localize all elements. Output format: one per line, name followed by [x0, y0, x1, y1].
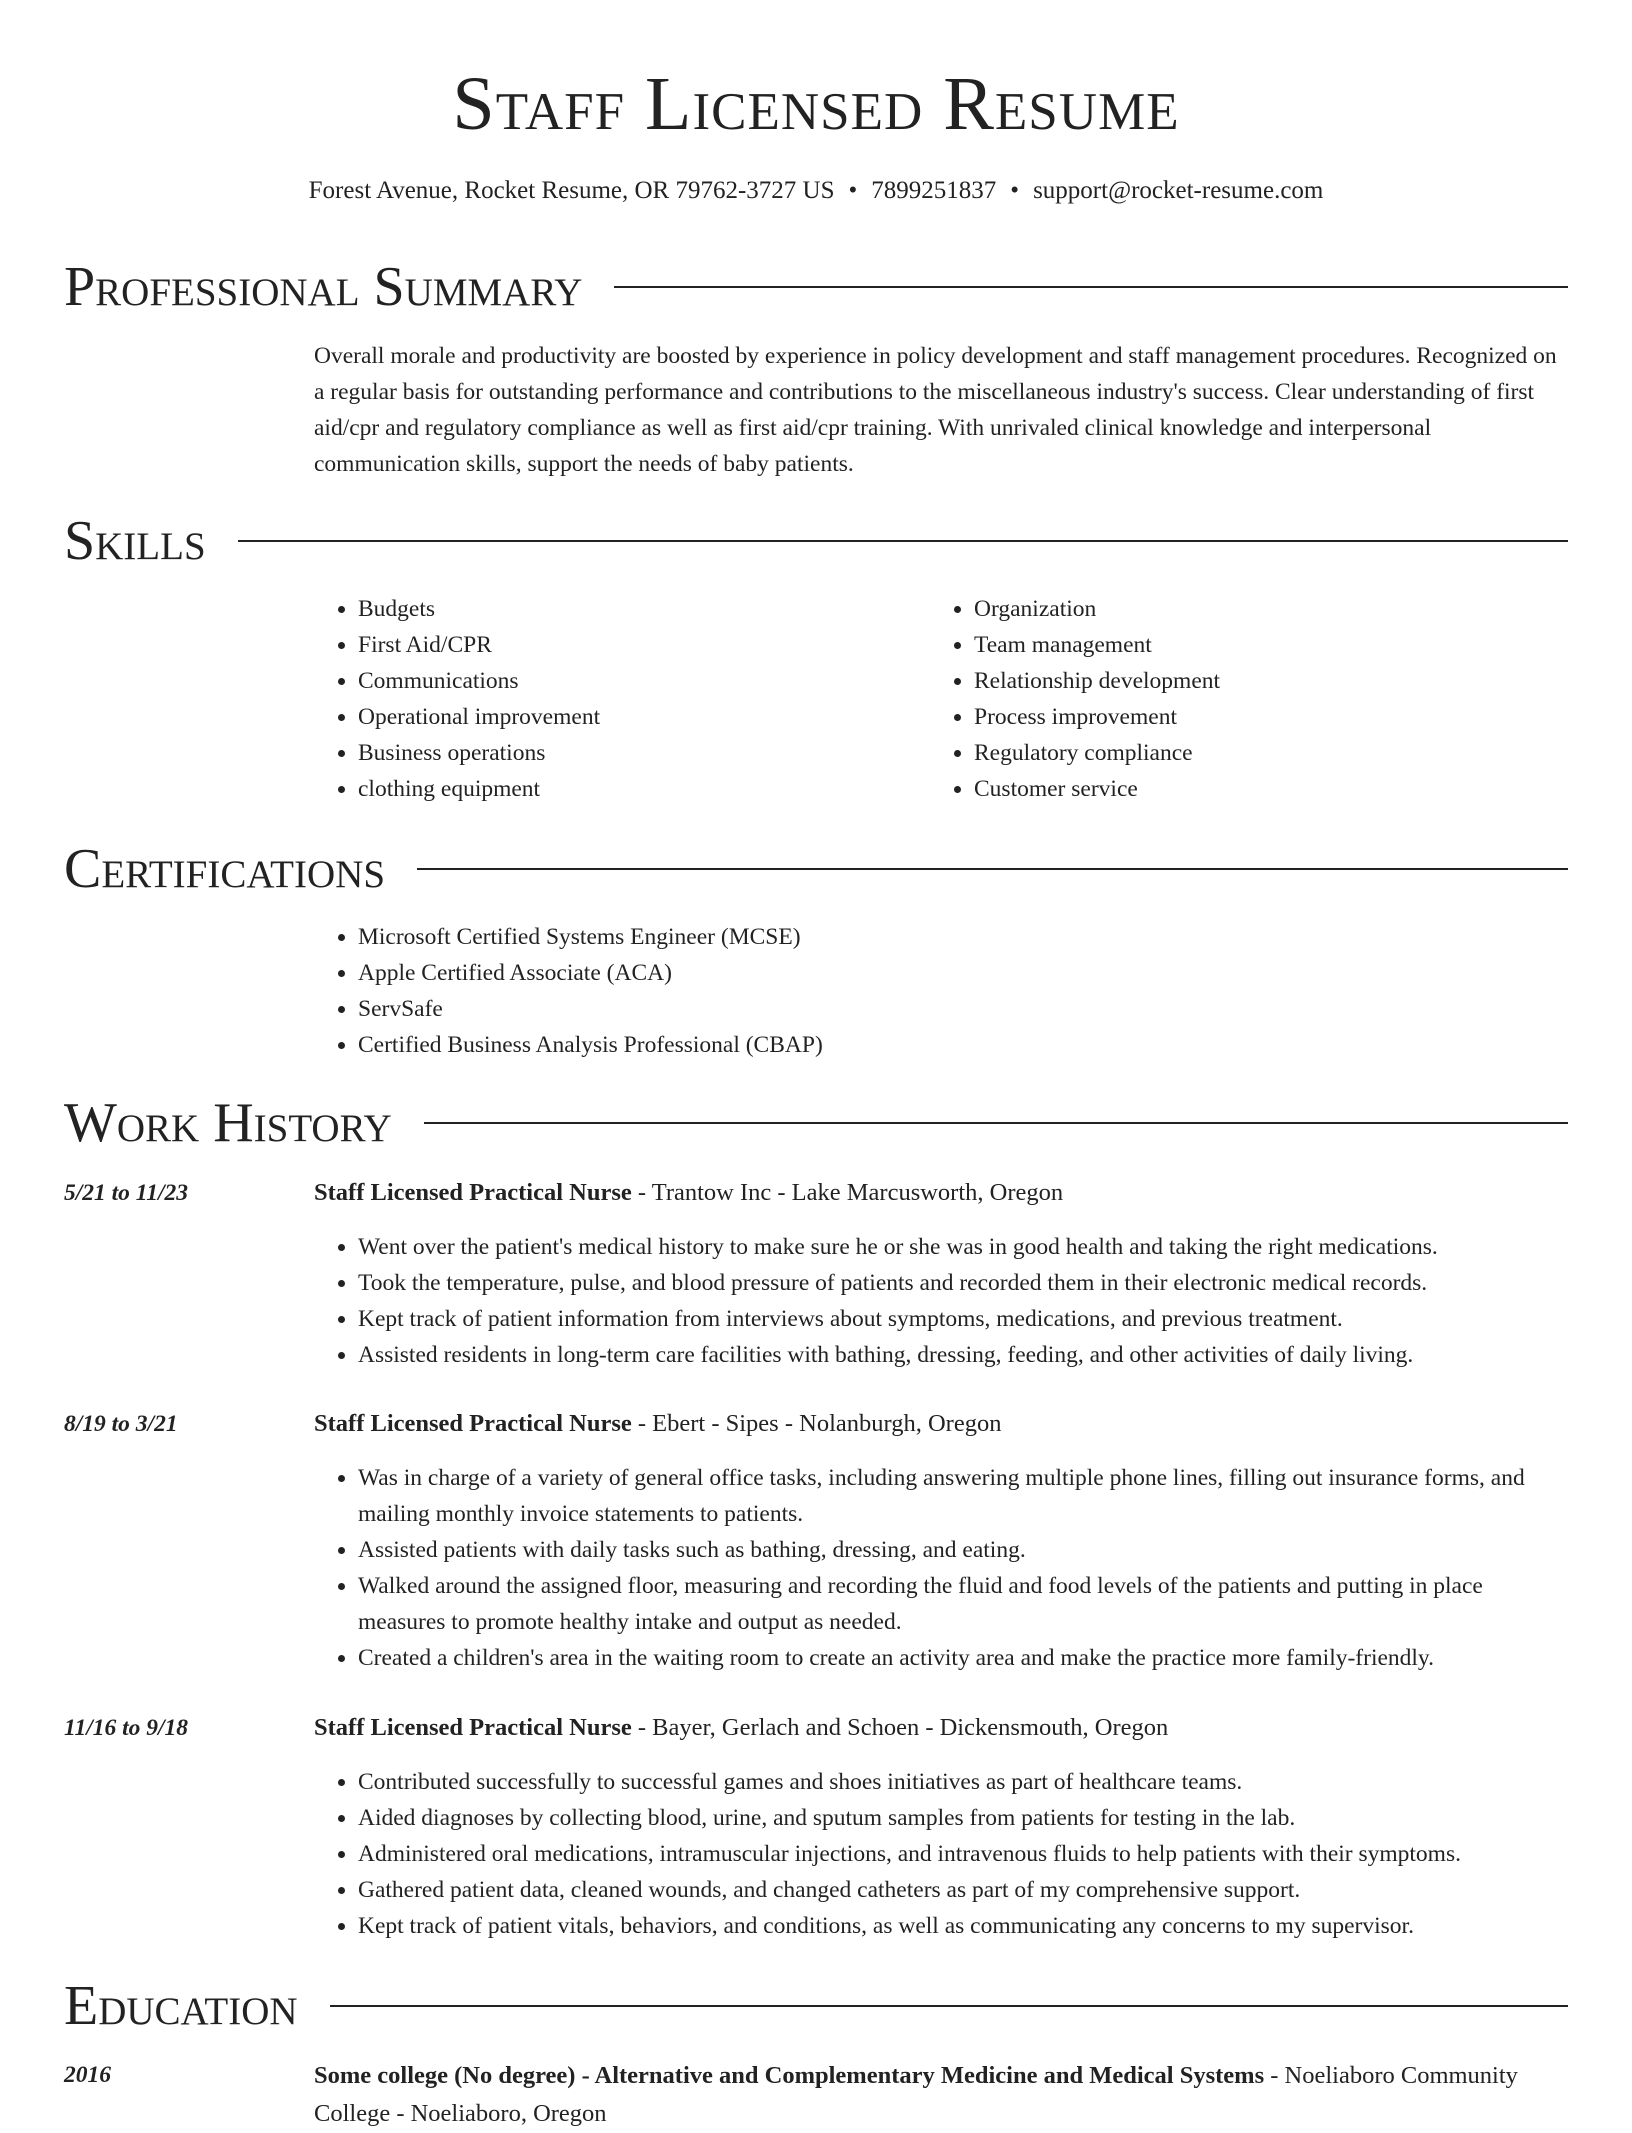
phone: 7899251837: [871, 177, 997, 204]
section-header-summary: [64, 255, 1568, 319]
job-dates: 5/21 to 11/23: [64, 1180, 189, 1206]
job-dates: 8/19 to 3/21: [64, 1411, 178, 1437]
section-header-work-history: [64, 1091, 1568, 1155]
skill-item: • clothing equipment: [358, 771, 914, 807]
skill-item: • Operational improvement: [358, 699, 914, 735]
job-bullets: [314, 1764, 1568, 1944]
email: support@rocket-resume.com: [1033, 177, 1324, 204]
job-dates: 11/16 to 9/18: [64, 1715, 189, 1741]
job-details: - Bayer, Gerlach and Schoen - Dickensmouth, Oregon: [631, 1714, 1169, 1741]
section-title: Skills: [64, 510, 206, 572]
resume-name: Staff Licensed Resume: [452, 62, 1180, 146]
job-bullet: • Kept track of patient vitals, behaviors, and conditions, as well as communicating any concerns to my supervisor.: [358, 1908, 1568, 1944]
section-header-education: [64, 1974, 1568, 2038]
certification-item: • Microsoft Certified Systems Engineer (MCSE): [358, 919, 1570, 955]
job-title: Staff Licensed Practical Nurse: [314, 1714, 632, 1741]
section-title: Professional Summary: [64, 256, 583, 318]
job-bullet: • Gathered patient data, cleaned wounds, and changed catheters as part of my comprehensive support.: [358, 1872, 1568, 1908]
section-rule: [417, 868, 1568, 870]
skills-column-left: [314, 591, 914, 807]
job-bullets: [314, 1460, 1568, 1676]
skills-column-right: [930, 591, 1530, 807]
job-details: - Trantow Inc - Lake Marcusworth, Oregon: [631, 1179, 1064, 1206]
skill-item: • Business operations: [358, 735, 914, 771]
skill-item: • Regulatory compliance: [974, 735, 1530, 771]
job-bullet: • Took the temperature, pulse, and blood pressure of patients and recorded them in their electronic medical records.: [358, 1265, 1568, 1301]
job-details: - Ebert - Sipes - Nolanburgh, Oregon: [631, 1410, 1002, 1437]
job-title: Staff Licensed Practical Nurse: [314, 1410, 632, 1437]
section-header-skills: [64, 509, 1568, 573]
skill-item: • Budgets: [358, 591, 914, 627]
job-bullet: • Created a children's area in the waiting room to create an activity area and make the practice more family-friendly.: [358, 1640, 1568, 1676]
education-degree: Some college (No degree) - Alternative and Complementary Medicine and Medical Systems: [314, 2062, 1265, 2089]
section-title: Education: [64, 1975, 298, 2037]
job-bullets: [314, 1229, 1568, 1373]
skill-item: • First Aid/CPR: [358, 627, 914, 663]
job-bullet: • Assisted patients with daily tasks such as bathing, dressing, and eating.: [358, 1532, 1568, 1568]
certification-item: • Apple Certified Associate (ACA): [358, 955, 1570, 991]
job-heading: [314, 1710, 1568, 1746]
job-bullet: • Was in charge of a variety of general office tasks, including answering multiple phone lines, filling out insurance forms, and mailing monthly invoice statements to patients.: [358, 1460, 1568, 1532]
education-school: - Noeliaboro Community College - Noeliaboro, Oregon: [314, 2062, 1518, 2127]
education-heading: [314, 2057, 1568, 2133]
education-year: 2016: [64, 2062, 111, 2088]
address: Forest Avenue, Rocket Resume, OR 79762-3727 US: [308, 177, 835, 204]
skill-item: • Communications: [358, 663, 914, 699]
skill-item: • Organization: [974, 591, 1530, 627]
separator-dot: •: [848, 177, 858, 204]
skill-item: • Process improvement: [974, 699, 1530, 735]
section-rule: [614, 286, 1568, 288]
summary-text: Overall morale and productivity are boosted by experience in policy development and staff management procedures. Recognized on a regular basis for outstanding performance and contributions to the miscellaneous industry's success. Clear understanding of first aid/cpr and regulatory compliance as well as first aid/cpr training. With unrivaled clinical knowledge and interpersonal communication skills, support the needs of baby patients.: [314, 343, 1557, 477]
job-bullet: • Went over the patient's medical history to make sure he or she was in good health and taking the right medications.: [358, 1229, 1568, 1265]
certification-item: • Certified Business Analysis Professional (CBAP): [358, 1027, 1570, 1063]
certifications-list: [314, 919, 1570, 1063]
skill-item: • Relationship development: [974, 663, 1530, 699]
job-title: Staff Licensed Practical Nurse: [314, 1179, 632, 1206]
job-bullet: • Walked around the assigned floor, measuring and recording the fluid and food levels of the patients and putting in place measures to promote healthy intake and output as needed.: [358, 1568, 1568, 1640]
section-rule: [238, 540, 1568, 542]
job-bullet: • Contributed successfully to successful games and shoes initiatives as part of healthcare teams.: [358, 1764, 1568, 1800]
skill-item: • Customer service: [974, 771, 1530, 807]
job-bullet: • Assisted residents in long-term care facilities with bathing, dressing, feeding, and other activities of daily living.: [358, 1337, 1568, 1373]
job-heading: [314, 1175, 1568, 1211]
certification-item: • ServSafe: [358, 991, 1570, 1027]
section-rule: [330, 2005, 1568, 2007]
contact-line: [0, 174, 1632, 208]
section-title: Certifications: [64, 838, 386, 900]
section-header-certifications: [64, 837, 1568, 901]
separator-dot: •: [1010, 177, 1020, 204]
section-title: Work History: [64, 1092, 392, 1154]
section-rule: [424, 1122, 1568, 1124]
job-bullet: • Kept track of patient information from interviews about symptoms, medications, and previous treatment.: [358, 1301, 1568, 1337]
skill-item: • Team management: [974, 627, 1530, 663]
job-bullet: • Aided diagnoses by collecting blood, urine, and sputum samples from patients for testing in the lab.: [358, 1800, 1568, 1836]
job-heading: [314, 1406, 1568, 1442]
job-bullet: • Administered oral medications, intramuscular injections, and intravenous fluids to help patients with their symptoms.: [358, 1836, 1568, 1872]
